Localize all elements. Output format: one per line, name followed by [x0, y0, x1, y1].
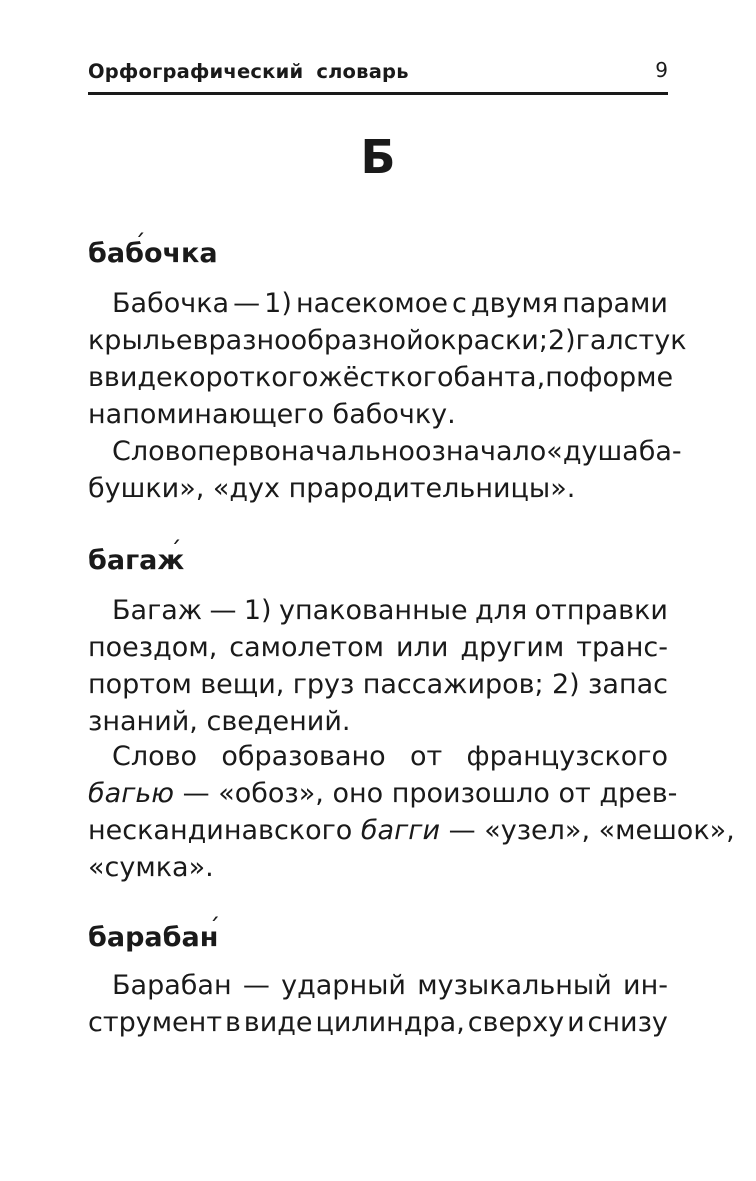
italic-word: багью [88, 778, 175, 809]
accented-letter: н ´ [200, 922, 219, 953]
word: крыльев [88, 325, 209, 356]
word: форме [579, 362, 674, 393]
text-fragment: — «обоз», оно произошло от древ- [174, 778, 678, 809]
headword-part: бага [88, 545, 158, 576]
text-line [88, 812, 735, 849]
word: в [88, 362, 104, 393]
text-line: знаний, сведений. [88, 706, 351, 737]
word: портом [88, 669, 192, 700]
word: по [545, 362, 580, 393]
word: — [209, 595, 237, 626]
word: 2) [547, 325, 576, 356]
text-line [88, 775, 678, 812]
word: транс- [576, 632, 668, 663]
word: Слово [112, 436, 198, 467]
text-line [88, 629, 668, 666]
word: другим [460, 632, 565, 663]
word: двумя [470, 288, 559, 319]
text-line [88, 967, 668, 1004]
running-title: Орфографический словарь [88, 60, 409, 83]
word: 1) [243, 595, 272, 626]
word: разнообразной [208, 325, 424, 356]
word: запас [588, 669, 668, 700]
word: — [233, 288, 261, 319]
text-line [88, 285, 668, 322]
word: груз [292, 669, 355, 700]
word: окраски; [423, 325, 548, 356]
word: ударный [281, 970, 406, 1001]
word: с [452, 288, 467, 319]
word: сверху [467, 1007, 565, 1038]
section-letter: Б [360, 130, 396, 184]
word: короткого [172, 362, 319, 393]
word: образовано [221, 741, 386, 772]
running-header [88, 52, 668, 95]
word: ба- [638, 436, 682, 467]
word: банта, [453, 362, 546, 393]
word: самолетом [229, 632, 385, 663]
word: 1) [264, 288, 292, 319]
word: Бабочка [112, 288, 230, 319]
text-line [88, 666, 668, 703]
word: — [242, 970, 270, 1001]
accented-letter: ж ´ [157, 545, 184, 576]
text-line [88, 322, 687, 359]
text-line: напоминающего бабочку. [88, 399, 456, 430]
text-line: бушки», «дух прародительницы». [88, 473, 576, 504]
headword-baraban [88, 922, 218, 953]
text-line [88, 359, 674, 396]
text-fragment: — «узел», «мешок», [440, 815, 735, 846]
page-number: 9 [655, 58, 668, 82]
text-line: «сумка». [88, 852, 214, 883]
word: жёсткого [318, 362, 454, 393]
word: французского [466, 741, 668, 772]
text-fragment: нескандинавского [88, 815, 361, 846]
headword-bagazh [88, 545, 184, 576]
headword-part: ба [88, 238, 126, 269]
text-line [88, 1004, 668, 1041]
word: цилиндра, [315, 1007, 465, 1038]
word: вещи, [200, 669, 285, 700]
word: в [224, 1007, 241, 1038]
word: для [475, 595, 528, 626]
word: струмент [88, 1007, 223, 1038]
word: ин- [623, 970, 668, 1001]
headword-babochka [88, 238, 218, 269]
word: «душа [546, 436, 639, 467]
word: от [409, 741, 443, 772]
word: галстук [575, 325, 687, 356]
word: снизу [587, 1007, 668, 1038]
word: парами [562, 288, 668, 319]
text-line [88, 592, 668, 629]
word: виде [103, 362, 173, 393]
word: первоначально [197, 436, 415, 467]
word: музыкальный [417, 970, 612, 1001]
word: поездом, [88, 632, 218, 663]
word: Багаж [112, 595, 203, 626]
etymology-paragraph [88, 433, 682, 507]
word: Барабан [112, 970, 232, 1001]
italic-word: багги [360, 815, 441, 846]
text-line [88, 738, 668, 775]
word: Слово [112, 741, 198, 772]
word: виде [243, 1007, 313, 1038]
text-line [88, 433, 682, 470]
word: означало [414, 436, 547, 467]
accented-letter: б ´ [125, 238, 144, 269]
word: отправки [534, 595, 668, 626]
word: или [396, 632, 449, 663]
headword-part: очка [143, 238, 218, 269]
word: упакованные [278, 595, 468, 626]
etymology-paragraph [88, 738, 735, 886]
word: насекомое [295, 288, 448, 319]
word: и [567, 1007, 585, 1038]
headword-part: бараба [88, 922, 200, 953]
definition-paragraph [88, 285, 687, 433]
definition-paragraph [88, 967, 668, 1041]
definition-paragraph [88, 592, 668, 740]
word: 2) [552, 669, 580, 700]
word: пассажиров; [362, 669, 544, 700]
